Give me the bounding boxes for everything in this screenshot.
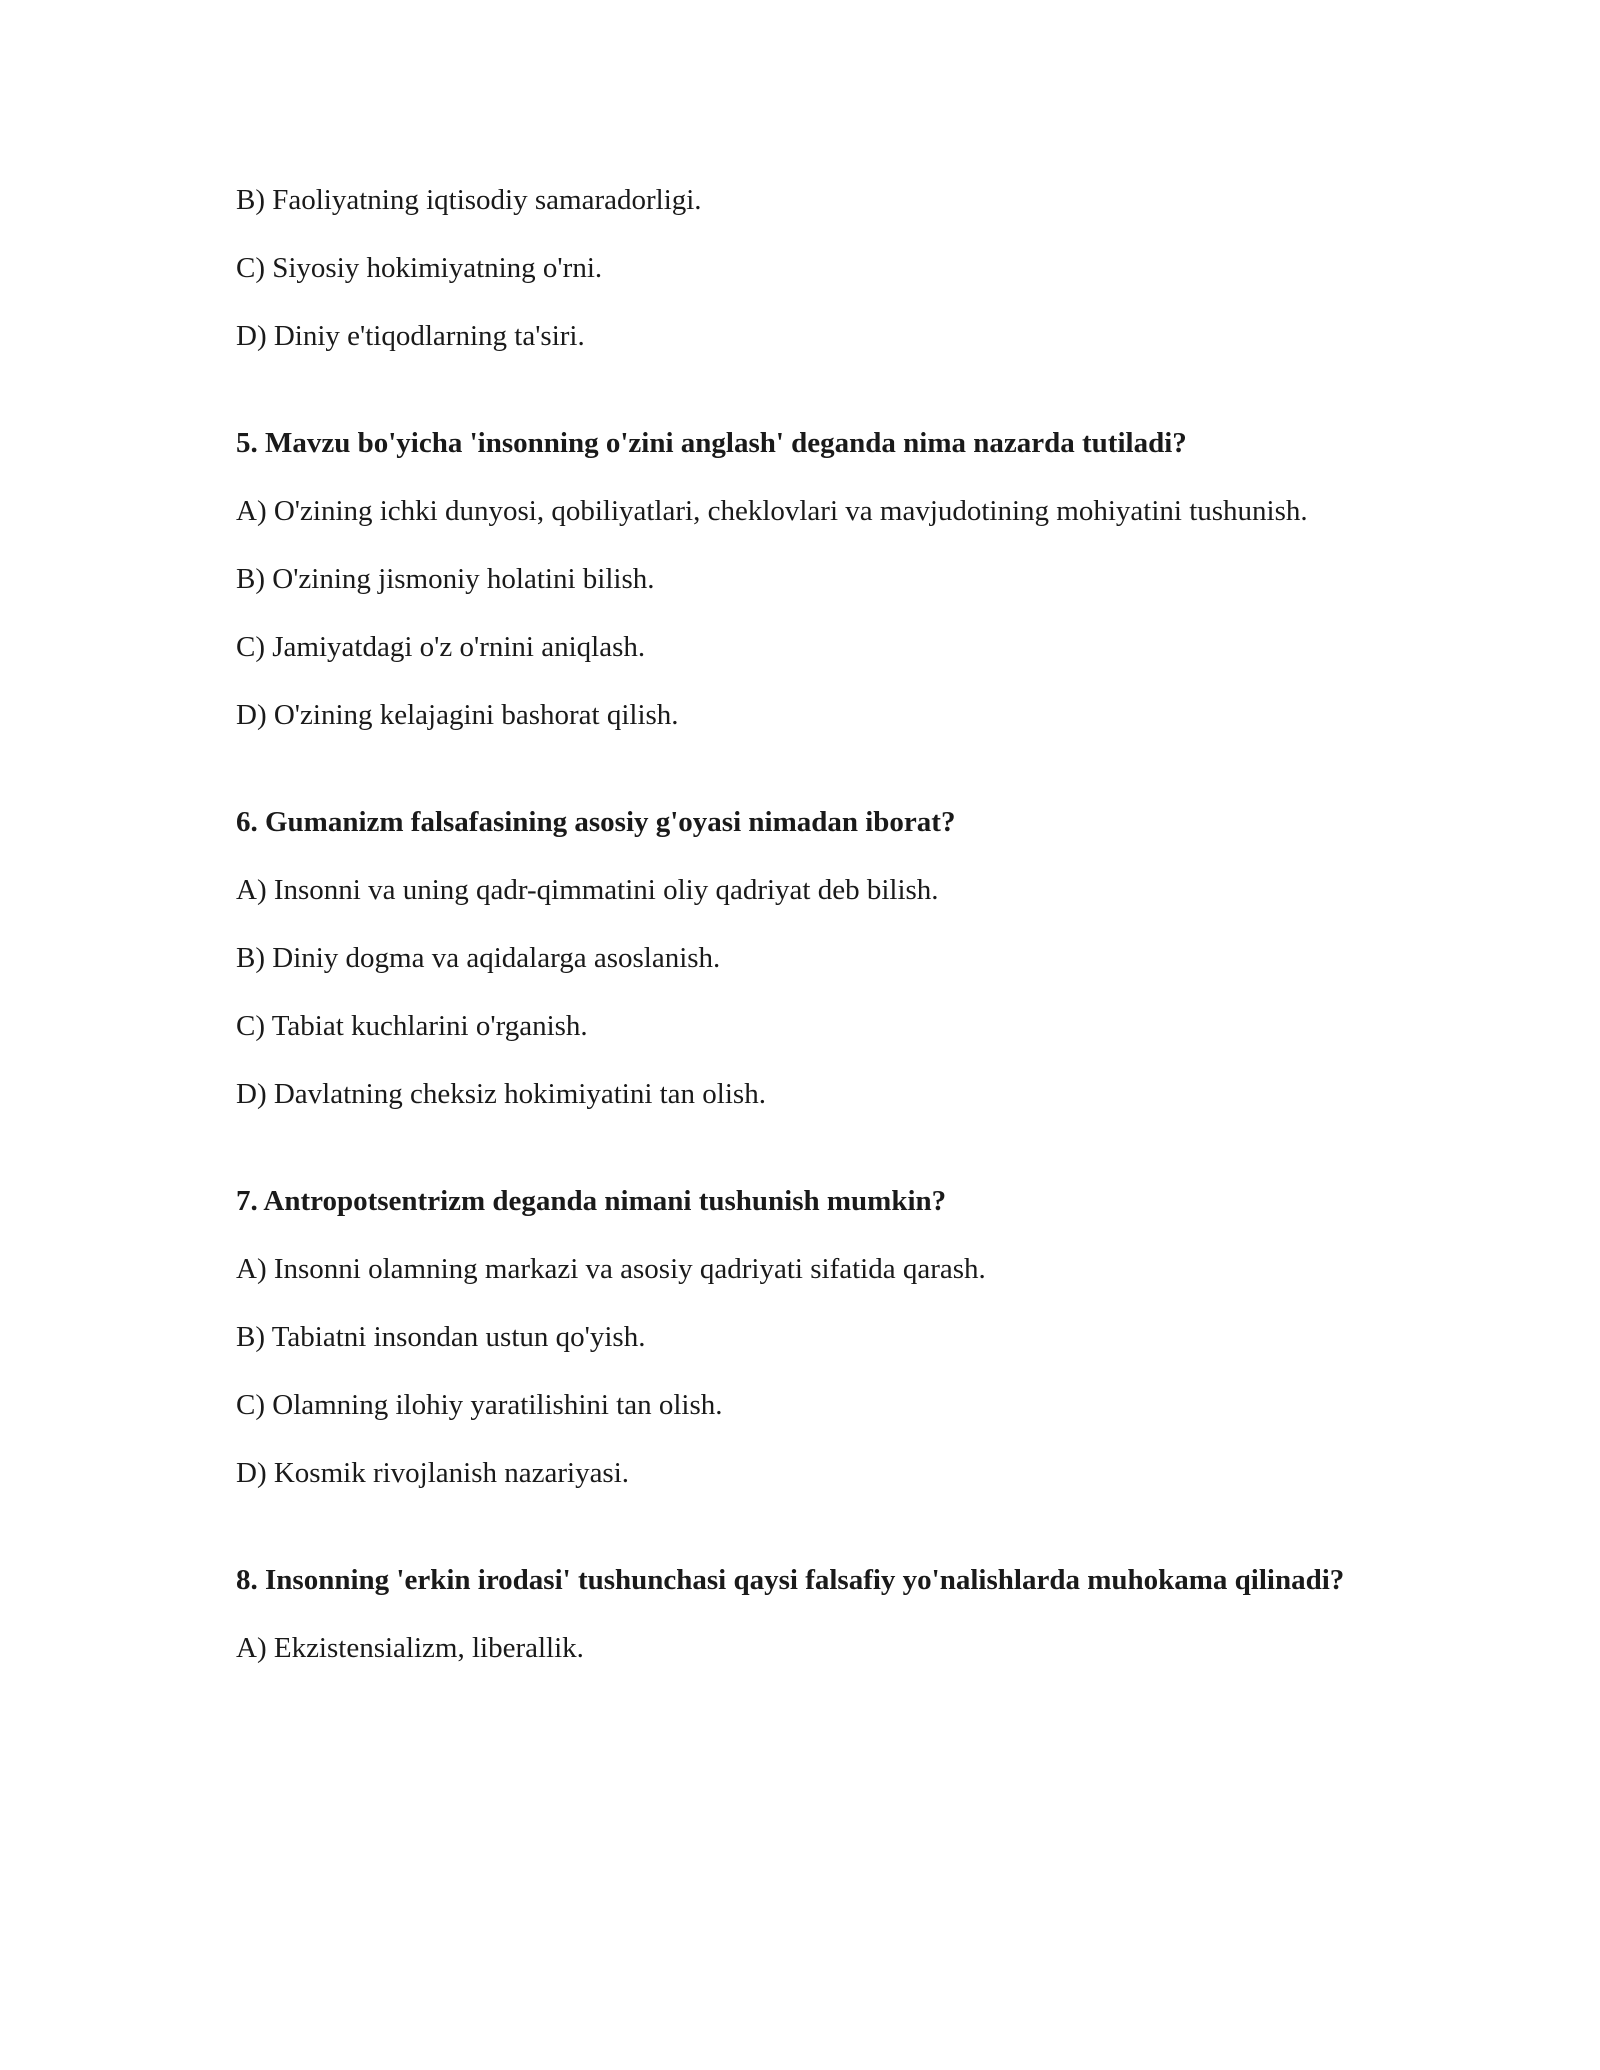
- question-text: 7. Antropotsentrizm deganda nimani tushunish mumkin?: [236, 1185, 947, 1217]
- answer-option: D) Diniy e'tiqodlarning ta'siri.: [236, 320, 585, 352]
- answer-option: B) O'zining jismoniy holatini bilish.: [236, 563, 655, 595]
- answer-option: C) Jamiyatdagi o'z o'rnini aniqlash.: [236, 631, 646, 663]
- question-7: [236, 1181, 1346, 1494]
- answer-option: A) Ekzistensializm, liberallik.: [236, 1632, 584, 1664]
- answer-option: B) Tabiatni insondan ustun qo'yish.: [236, 1321, 646, 1353]
- answer-option: D) Kosmik rivojlanish nazariyasi.: [236, 1457, 630, 1489]
- answer-option: C) Tabiat kuchlarini o'rganish.: [236, 1010, 588, 1042]
- answer-option: D) Davlatning cheksiz hokimiyatini tan olish.: [236, 1078, 766, 1110]
- answer-option: B) Faoliyatning iqtisodiy samaradorligi.: [236, 184, 702, 216]
- question-text: 8. Insonning 'erkin irodasi' tushunchasi qaysi falsafiy yo'nalishlarda muhokama qilinadi?: [236, 1564, 1345, 1596]
- answer-option: C) Siyosiy hokimiyatning o'rni.: [236, 252, 603, 284]
- answer-option: C) Olamning ilohiy yaratilishini tan olish.: [236, 1389, 723, 1421]
- question-text: 6. Gumanizm falsafasining asosiy g'oyasi nimadan iborat?: [236, 806, 956, 838]
- answer-option: B) Diniy dogma va aqidalarga asoslanish.: [236, 942, 721, 974]
- question-5: [236, 423, 1346, 736]
- answer-option: A) O'zining ichki dunyosi, qobiliyatlari, cheklovlari va mavjudotining mohiyatini tushunish.: [236, 495, 1308, 527]
- question-text: 5. Mavzu bo'yicha 'insonning o'zini anglash' deganda nima nazarda tutiladi?: [236, 427, 1187, 459]
- question-6: [236, 802, 1346, 1115]
- answer-option: D) O'zining kelajagini bashorat qilish.: [236, 699, 679, 731]
- question-8: [236, 1560, 1346, 1669]
- question-4-continued-options: [236, 180, 1346, 357]
- answer-option: A) Insonni olamning markazi va asosiy qadriyati sifatida qarash.: [236, 1253, 986, 1285]
- document-page: [236, 180, 1346, 1696]
- answer-option: A) Insonni va uning qadr-qimmatini oliy qadriyat deb bilish.: [236, 874, 939, 906]
